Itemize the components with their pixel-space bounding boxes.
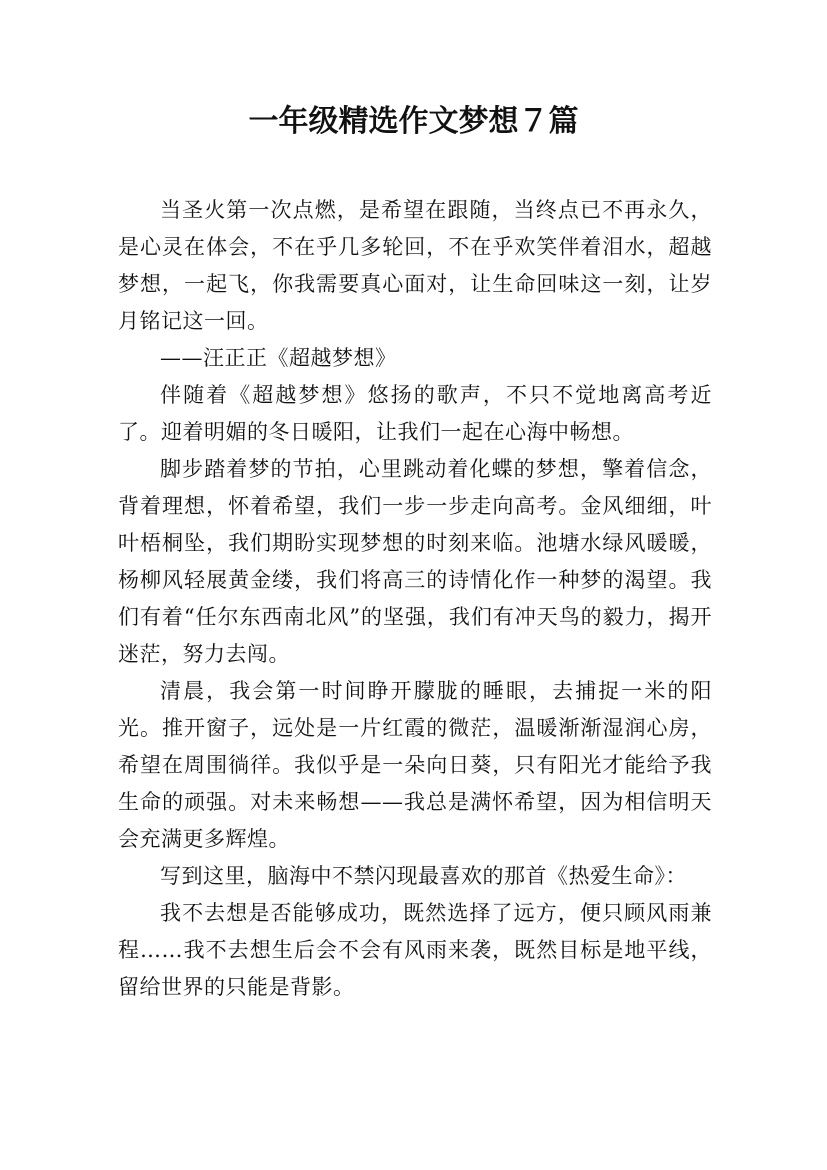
document-body: [118, 192, 712, 1006]
paragraph: 伴随着《超越梦想》悠扬的歌声，不只不觉地离高考近了。迎着明媚的冬日暖阳，让我们一起在心海中畅想。: [118, 383, 712, 444]
paragraph: 清晨，我会第一时间睁开朦胧的睡眼，去捕捉一米的阳光。推开窗子，远处是一片红霞的微茫，温暖渐渐湿润心房，希望在周围徜徉。我似乎是一朵向日葵，只有阳光才能给予我生命的顽强。对未来畅想——我总是满怀希望，因为相信明天会充满更多辉煌。: [118, 679, 712, 851]
document-title: 一年级精选作文梦想７篇: [248, 104, 579, 139]
quote-attribution: ——汪正正《超越梦想》: [160, 346, 397, 370]
paragraph: 写到这里，脑海中不禁闪现最喜欢的那首《热爱生命》：: [160, 864, 687, 888]
paragraph: 脚步踏着梦的节拍，心里跳动着化蝶的梦想，擎着信念，背着理想，怀着希望，我们一步一步走向高考。金风细细，叶叶梧桐坠，我们期盼实现梦想的时刻来临。池塘水绿风暖暖，杨柳风轻展黄金缕，我们将高三的诗情化作一种梦的渴望。我们有着“任尔东西南北风”的坚强，我们有冲天鸟的毅力，揭开迷茫，努力去闯。: [118, 457, 712, 666]
paragraph: 我不去想是否能够成功，既然选择了远方，便只顾风雨兼程……我不去想生后会不会有风雨来袭，既然目标是地平线，留给世界的只能是背影。: [118, 901, 712, 999]
paragraph: 当圣火第一次点燃，是希望在跟随，当终点已不再永久，是心灵在体会，不在乎几多轮回，不在乎欢笑伴着泪水，超越梦想，一起飞，你我需要真心面对，让生命回味这一刻，让岁月铭记这一回。: [118, 198, 712, 333]
